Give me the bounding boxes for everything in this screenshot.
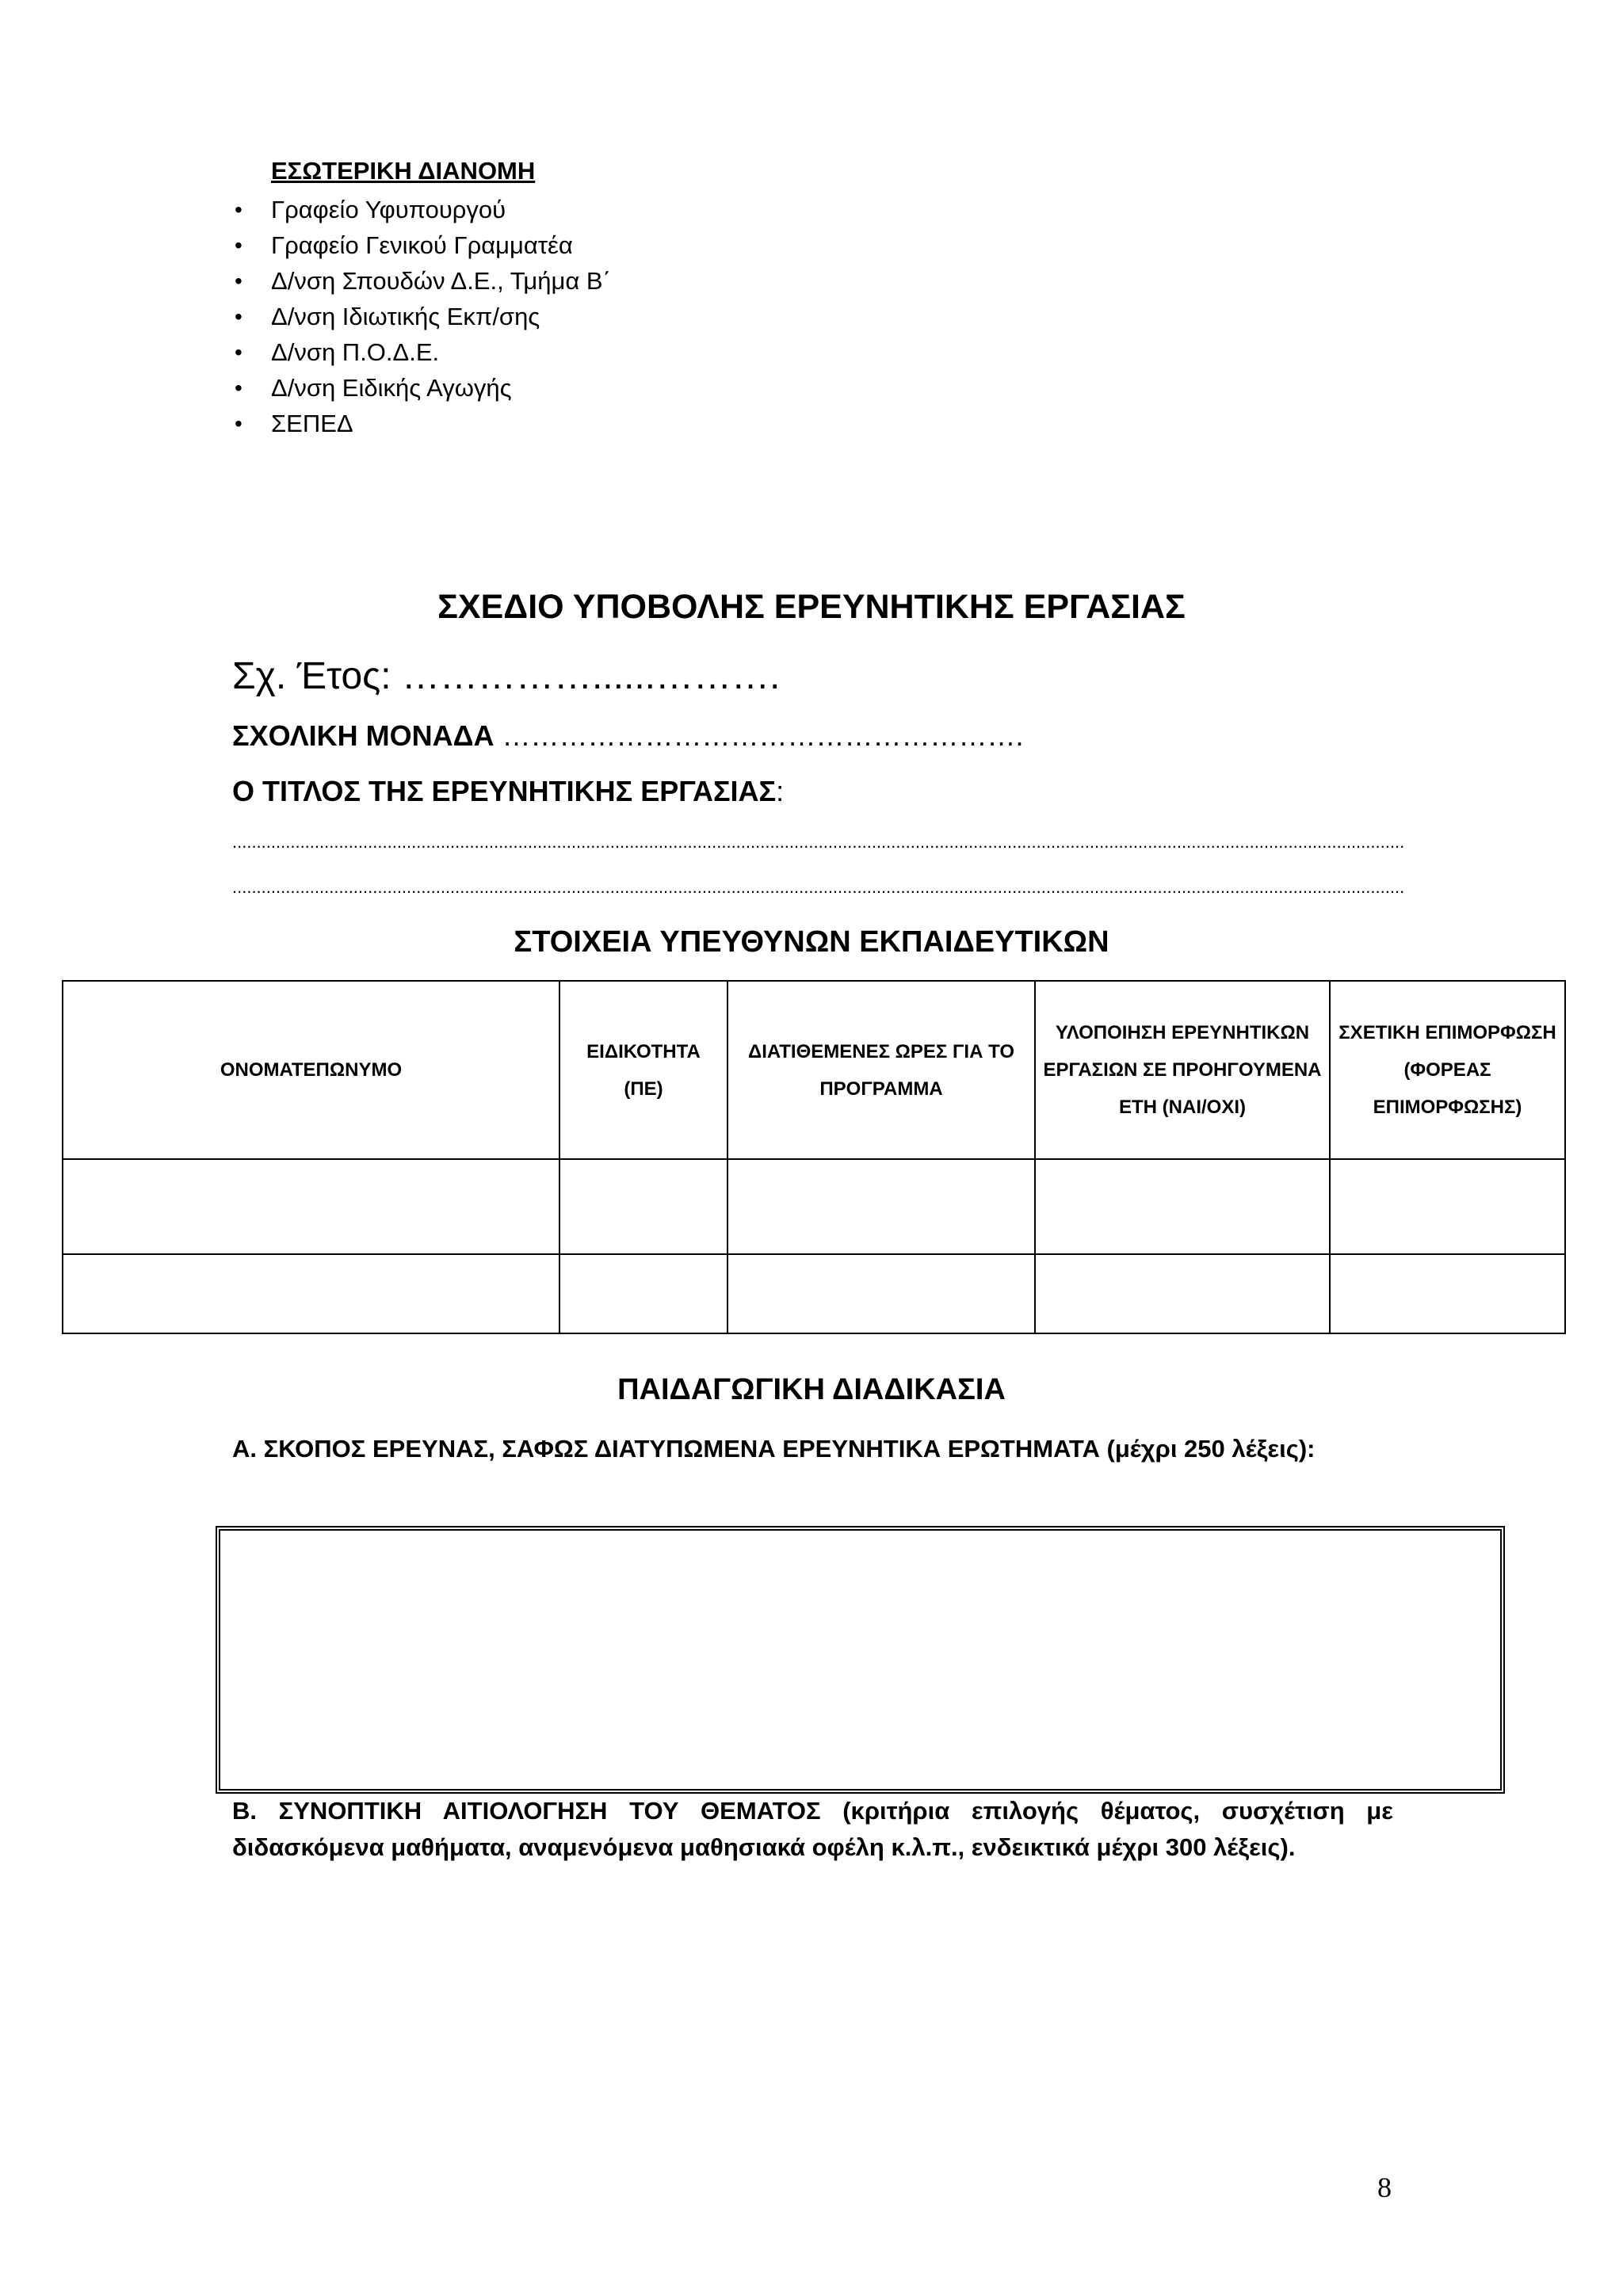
- table-cell[interactable]: [727, 1159, 1035, 1254]
- research-title-colon: :: [776, 775, 785, 807]
- list-item: [230, 370, 611, 406]
- school-year-line: [232, 654, 780, 698]
- school-unit-field[interactable]: ……………………………………………….: [494, 719, 1024, 752]
- table-cell[interactable]: [559, 1159, 727, 1254]
- table-cell[interactable]: [63, 1159, 559, 1254]
- school-unit-label: ΣΧΟΛΙΚΗ ΜΟΝΑΔΑ: [232, 719, 495, 752]
- staff-table: [62, 980, 1566, 1334]
- research-title-line: [232, 775, 784, 808]
- table-row: [63, 1254, 1565, 1333]
- list-item: [230, 192, 611, 227]
- distribution-item: Γραφείο Υφυπουργού: [271, 196, 506, 223]
- column-header-specialty: ΕΙΔΙΚΟΤΗΤΑ (ΠΕ): [559, 981, 727, 1159]
- bullet-icon: •: [235, 340, 242, 364]
- distribution-item: Δ/νση Σπουδών Δ.Ε., Τμήμα Β΄: [271, 267, 611, 295]
- research-title-label: Ο ΤΙΤΛΟΣ ΤΗΣ ΕΡΕΥΝΗΤΙΚΗΣ ΕΡΓΑΣΙΑΣ: [232, 775, 777, 807]
- table-cell[interactable]: [1330, 1254, 1565, 1333]
- distribution-item: Δ/νση Π.Ο.Δ.Ε.: [271, 338, 440, 366]
- table-cell[interactable]: [1035, 1254, 1330, 1333]
- pedagogy-section-title: ΠΑΙΔΑΓΩΓΙΚΗ ΔΙΑΔΙΚΑΣΙΑ: [617, 1373, 1006, 1406]
- bullet-icon: •: [235, 197, 242, 222]
- bullet-icon: •: [235, 304, 242, 329]
- staff-section-title: ΣΤΟΙΧΕΙΑ ΥΠΕΥΘΥΝΩΝ ΕΚΠΑΙΔΕΥΤΙΚΩΝ: [514, 925, 1109, 959]
- question-b: Β. ΣΥΝΟΠΤΙΚΗ ΑΙΤΙΟΛΟΓΗΣΗ ΤΟΥ ΘΕΜΑΤΟΣ (κριτήρια επιλογής θέματος, συσχέτιση με διδασκόμενα μαθήματα, αναμενόμενα μαθησιακά οφέλη κ.λ.π., ενδεικτικά μέχρι 300 λέξεις).: [232, 1797, 1393, 1861]
- distribution-list: [230, 192, 611, 441]
- table-row: [63, 1159, 1565, 1254]
- table-cell[interactable]: [1035, 1159, 1330, 1254]
- column-header-fullname: ΟΝΟΜΑΤΕΠΩΝΥΜΟ: [63, 981, 559, 1159]
- research-title-field-1[interactable]: ..................................................................................................................................................................................................................................................: [232, 832, 1405, 852]
- bullet-icon: •: [235, 269, 242, 293]
- distribution-item: Δ/νση Ιδιωτικής Εκπ/σης: [271, 303, 540, 330]
- list-item: [230, 406, 611, 441]
- table-cell[interactable]: [1330, 1159, 1565, 1254]
- distribution-item: ΣΕΠΕΔ: [271, 410, 353, 437]
- list-item: [230, 227, 611, 263]
- research-title-field-2[interactable]: ..................................................................................................................................................................................................................................................: [232, 877, 1405, 897]
- school-year-label: Σχ. Έτος:: [232, 655, 402, 697]
- page-number: 8: [1377, 2172, 1392, 2203]
- table-cell[interactable]: [559, 1254, 727, 1333]
- bullet-icon: •: [235, 376, 242, 400]
- answer-a-box[interactable]: [216, 1526, 1505, 1794]
- distribution-heading: ΕΣΩΤΕΡΙΚΗ ΔΙΑΝΟΜΗ: [271, 157, 536, 185]
- bullet-icon: •: [235, 411, 242, 436]
- column-header-hours: ΔΙΑΤΙΘΕΜΕΝΕΣ ΩΡΕΣ ΓΙΑ ΤΟ ΠΡΟΓΡΑΜΜΑ: [727, 981, 1035, 1159]
- column-header-previous-projects: ΥΛΟΠΟΙΗΣΗ ΕΡΕΥΝΗΤΙΚΩΝ ΕΡΓΑΣΙΩΝ ΣΕ ΠΡΟΗΓΟΥΜΕΝΑ ΕΤΗ (ΝΑΙ/ΟΧΙ): [1035, 981, 1330, 1159]
- list-item: [230, 299, 611, 334]
- list-item: [230, 334, 611, 370]
- school-year-field[interactable]: ……………......……….: [401, 655, 781, 697]
- column-header-training: ΣΧΕΤΙΚΗ ΕΠΙΜΟΡΦΩΣΗ (ΦΟΡΕΑΣ ΕΠΙΜΟΡΦΩΣΗΣ): [1330, 981, 1565, 1159]
- bullet-icon: •: [235, 233, 242, 257]
- table-cell[interactable]: [727, 1254, 1035, 1333]
- distribution-item: Δ/νση Ειδικής Αγωγής: [271, 374, 512, 402]
- question-a: Α. ΣΚΟΠΟΣ ΕΡΕΥΝΑΣ, ΣΑΦΩΣ ΔΙΑΤΥΠΩΜΕΝΑ ΕΡΕΥΝΗΤΙΚΑ ΕΡΩΤΗΜΑΤΑ (μέχρι 250 λέξεις):: [232, 1435, 1316, 1463]
- form-title: ΣΧΕΔΙΟ ΥΠΟΒΟΛΗΣ ΕΡΕΥΝΗΤΙΚΗΣ ΕΡΓΑΣΙΑΣ: [437, 588, 1186, 626]
- table-header-row: [63, 981, 1565, 1159]
- list-item: [230, 263, 611, 299]
- distribution-item: Γραφείο Γενικού Γραμματέα: [271, 231, 573, 259]
- school-unit-line: [232, 719, 1024, 753]
- table-cell[interactable]: [63, 1254, 559, 1333]
